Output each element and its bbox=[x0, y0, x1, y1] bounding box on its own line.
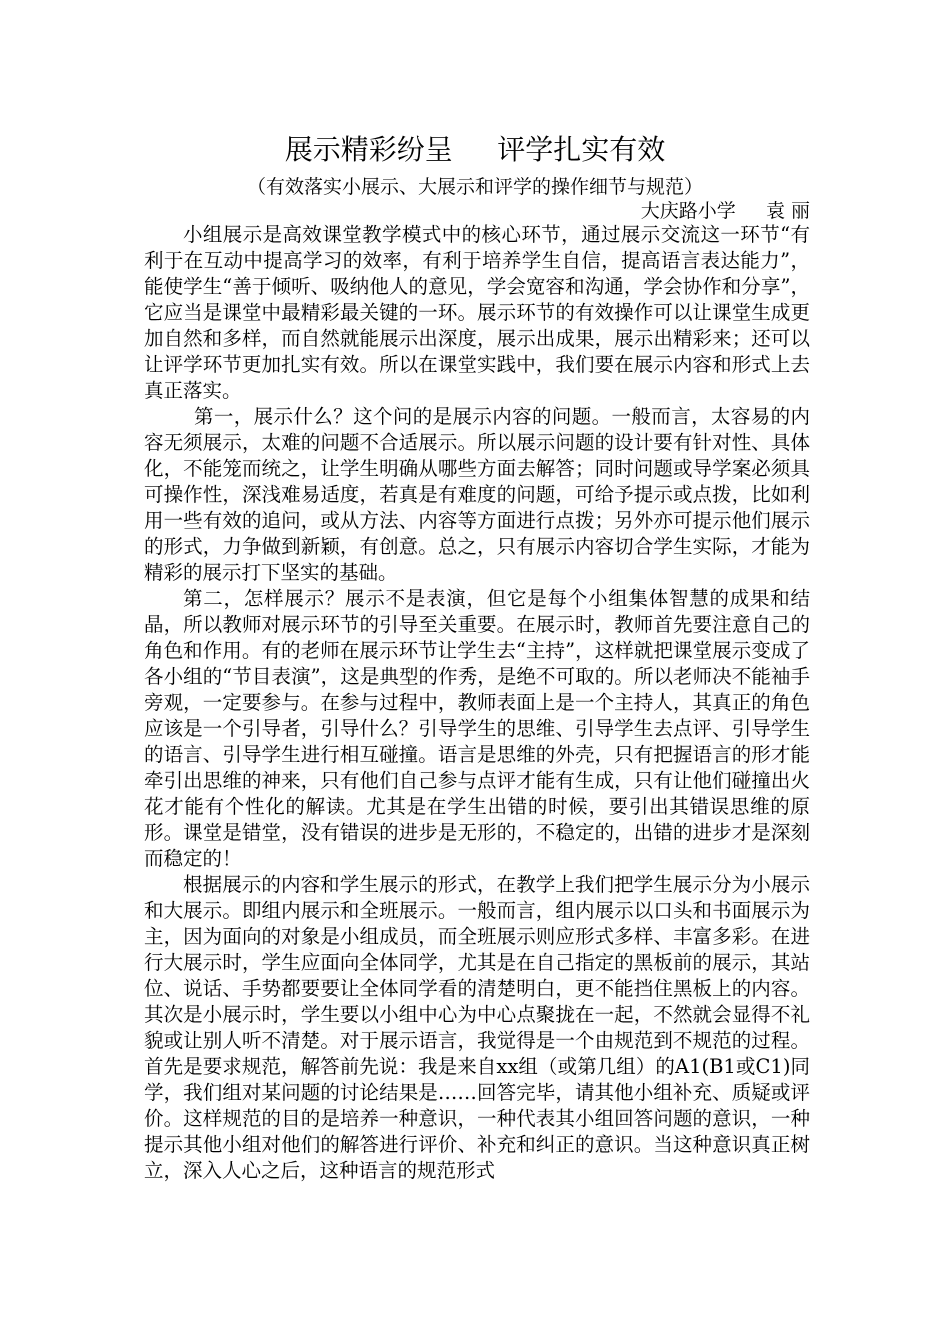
paragraph-second-point: 第二，怎样展示？展示不是表演，但它是每个小组集体智慧的成果和结晶，所以教师对展示环节的引导至关重要。在展示时，教师首先要注意自己的角色和作用。有的老师在展示环节让学生去“主持”，这样就把课堂展示变成了各小组的“节目表演”，这是典型的作秀，是绝不可取的。所以老师决不能袖手旁观，一定要参与。在参与过程中，教师表面上是一个主持人，其真正的角色应该是一个引导者，引导什么？引导学生的思维、引导学生去点评、引导学生的语言、引导学生进行相互碰撞。语言是思维的外壳，只有把握语言的形才能牵引出思维的神来，只有他们自己参与点评才能有生成，只有让他们碰撞出火花才能有个性化的解读。尤其是在学生出错的时候，要引出其错误思维的原形。课堂是错堂，没有错误的进步是无形的，不稳定的，出错的进步才是深刻而稳定的！ bbox=[144, 587, 810, 870]
document-title: 展示精彩纷呈 评学扎实有效 bbox=[284, 133, 666, 166]
document-subtitle: （有效落实小展示、大展示和评学的操作细节与规范） bbox=[246, 176, 703, 198]
paragraph-display-forms: 根据展示的内容和学生展示的形式，在教学上我们把学生展示分为小展示和大展示。即组内展示和全班展示。一般而言，组内展示以口头和书面展示为主，因为面向的对象是小组成员，而全班展示则应形式多样、丰富多彩。在进行大展示时，学生应面向全体同学，尤其是在自己指定的黑板前的展示，其站位、说话、手势都要要让全体同学看的清楚明白，更不能挡住黑板上的内容。其次是小展示时，学生要以小组中心为中心点聚拢在一起，不然就会显得不礼貌或让别人听不清楚。对于展示语言，我觉得是一个由规范到不规范的过程。首先是要求规范，解答前先说：我是来自xx组（或第几组）的A1(B1或C1)同学，我们组对某问题的讨论结果是……回答完毕，请其他小组补充、质疑或评价。这样规范的目的是培养一种意识，一种代表其小组回答问题的意识，一种提示其他小组对他们的解答进行评价、补充和纠正的意识。当这种意识真正树立，深入人心之后，这种语言的规范形式 bbox=[144, 873, 810, 1182]
paragraph-first-point: 第一，展示什么？这个问的是展示内容的问题。一般而言，太容易的内容无须展示，太难的问题不合适展示。所以展示问题的设计要有针对性、具体化，不能笼而统之，让学生明确从哪些方面去解答；同时问题或导学案必须具可操作性，深浅难易适度，若真是有难度的问题，可给予提示或点拨，比如利用一些有效的追问，或从方法、内容等方面进行点拨；另外亦可提示他们展示的形式，力争做到新颖，有创意。总之，只有展示内容切合学生实际，才能为精彩的展示打下坚实的基础。 bbox=[144, 405, 810, 584]
paragraph-intro: 小组展示是高效课堂教学模式中的核心环节，通过展示交流这一环节“有利于在互动中提高学习的效率，有利于培养学生自信，提高语言表达能力”，能使学生“善于倾听、吸纳他人的意见，学会宽容和沟通，学会协作和分享”，它应当是课堂中最精彩最关键的一环。展示环节的有效操作可以让课堂生成更加自然和多样，而自然就能展示出深度，展示出成果，展示出精彩来；还可以让评学环节更加扎实有效。所以在课堂实践中，我们要在展示内容和形式上去真正落实。 bbox=[144, 223, 810, 402]
document-author: 大庆路小学 袁 丽 bbox=[640, 200, 810, 222]
document-body bbox=[144, 222, 810, 1184]
